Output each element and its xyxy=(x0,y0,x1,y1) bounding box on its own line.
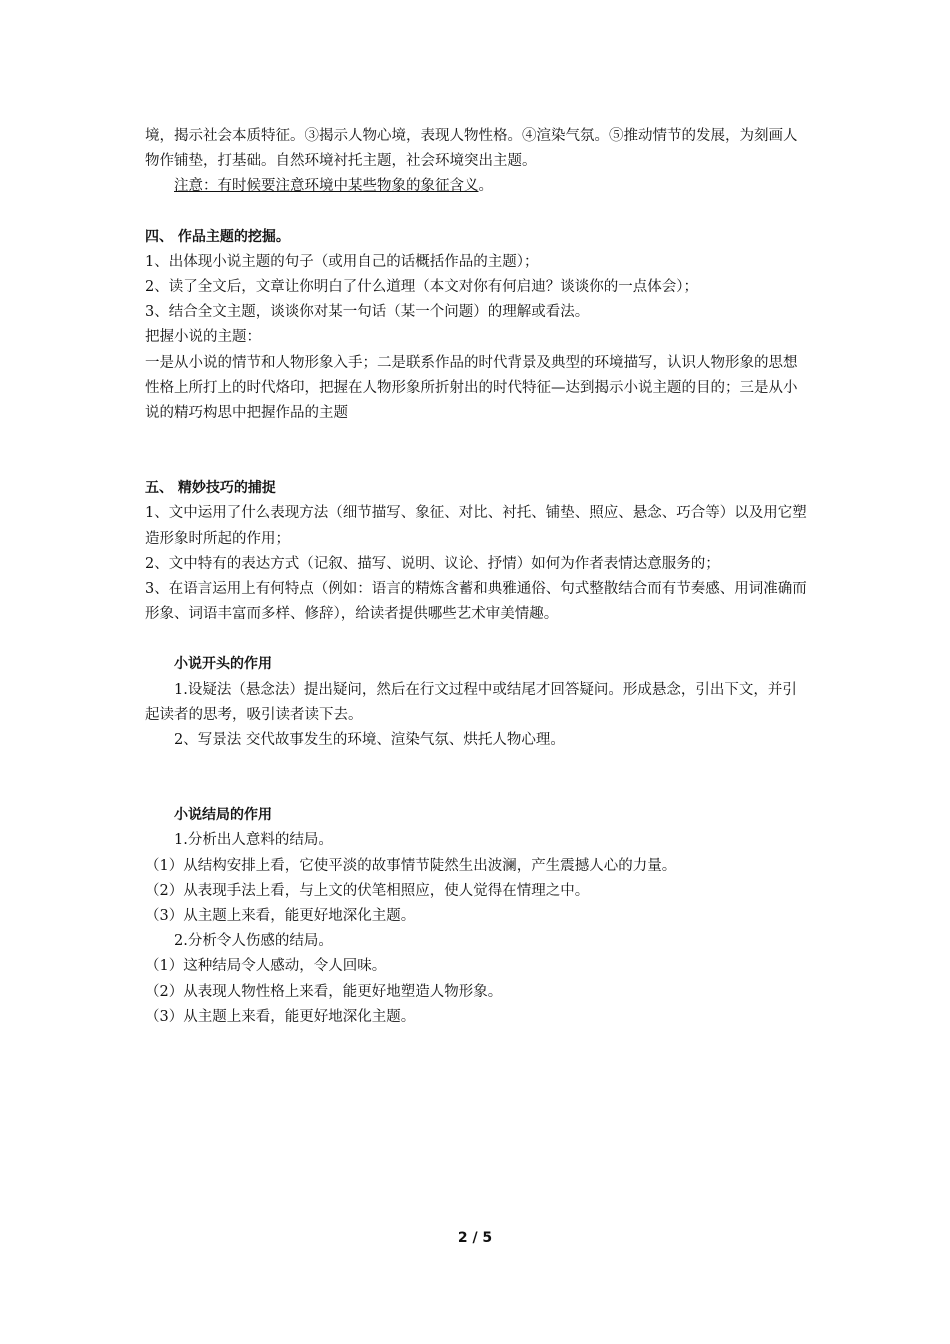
opening-heading: 小说开头的作用 xyxy=(174,656,272,673)
environment-note xyxy=(145,174,810,199)
document-page xyxy=(145,124,810,1030)
ending-part-2-item: （2）从表现人物性格上来看，能更好地塑造人物形象。 xyxy=(145,983,503,1000)
section-5-item: 2、文中特有的表达方式（记叙、描写、说明、议论、抒情）如何为作者表情达意服务的； xyxy=(145,555,720,572)
section-4-item: 3、结合全文主题，谈谈你对某一句话（某一个问题）的理解或看法。 xyxy=(145,304,590,321)
section-4-heading: 四、 作品主题的挖掘。 xyxy=(145,228,290,245)
opening-item: 1.设疑法（悬念法）提出疑问，然后在行文过程中或结尾才回答疑问。形成悬念，引出下文，并引起读者的思考，吸引读者读下去。 xyxy=(145,681,797,723)
ending-part-2-item: （3）从主题上来看，能更好地深化主题。 xyxy=(145,1008,416,1025)
environment-paragraph: 境，揭示社会本质特征。③揭示人物心境，表现人物性格。④渲染气氛。⑤推动情节的发展，为刻画人物作铺垫，打基础。自然环境衬托主题，社会环境突出主题。 xyxy=(145,128,798,170)
ending-part-1-item: （3）从主题上来看，能更好地深化主题。 xyxy=(145,908,416,925)
spacer xyxy=(145,426,810,476)
ending-part-1-title: 1.分析出人意料的结局。 xyxy=(174,832,333,849)
page-number: 2 / 5 xyxy=(457,1230,493,1246)
section-4-item: 2、读了全文后，文章让你明白了什么道理（本文对你有何启迪？谈谈你的一点体会）； xyxy=(145,279,698,296)
ending-heading: 小说结局的作用 xyxy=(174,807,272,824)
ending-part-1-item: （1）从结构安排上看，它使平淡的故事情节陡然生出波澜，产生震撼人心的力量。 xyxy=(145,857,677,874)
ending-part-1-item: （2）从表现手法上看，与上文的伏笔相照应，使人觉得在情理之中。 xyxy=(145,882,590,899)
note-end: 。 xyxy=(478,178,493,195)
section-4-item: 1、出体现小说主题的句子（或用自己的话概括作品的主题）； xyxy=(145,253,539,270)
spacer xyxy=(145,627,810,652)
spacer xyxy=(145,753,810,803)
note-underlined: 注意：有时候要注意环境中某些物象的象征含义 xyxy=(174,178,479,195)
opening-item: 2、写景法 交代故事发生的环境、渲染气氛、烘托人物心理。 xyxy=(174,732,565,749)
spacer xyxy=(145,200,810,225)
grasp-theme-text: 一是从小说的情节和人物形象入手；二是联系作品的时代背景及典型的环境描写，认识人物形象的思想性格上所打上的时代烙印，把握在人物形象所折射出的时代特征—达到揭示小说主题的目的；三是从小说的精巧构思中把握作品的主题 xyxy=(145,354,798,422)
ending-part-2-item: （1）这种结局令人感动，令人回味。 xyxy=(145,958,387,975)
section-5-heading: 五、 精妙技巧的捕捉 xyxy=(145,480,276,497)
section-5-item: 1、文中运用了什么表现方法（细节描写、象征、对比、衬托、铺垫、照应、悬念、巧合等）以及用它塑造形象时所起的作用； xyxy=(145,505,807,547)
ending-part-2-title: 2.分析令人伤感的结局。 xyxy=(174,933,333,950)
section-5-item: 3、在语言运用上有何特点（例如：语言的精炼含蓄和典雅通俗、句式整散结合而有节奏感、用词准确而形象、词语丰富而多样、修辞），给读者提供哪些艺术审美情趣。 xyxy=(145,581,807,623)
grasp-theme-label: 把握小说的主题： xyxy=(145,329,261,346)
